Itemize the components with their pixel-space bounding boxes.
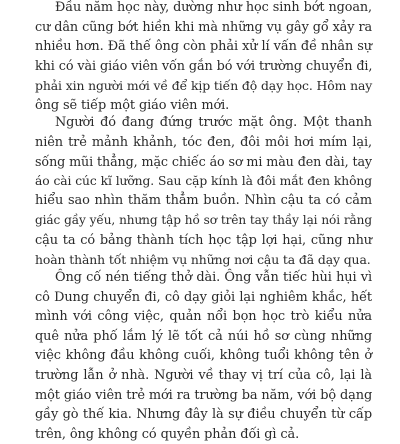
text-line: phải xin người mới về để kịp tiến độ dạy học. Hôm nay [35, 78, 373, 94]
text-line: hoàn thành tốt nhiệm vụ những nơi cậu ta đã dạy qua. [35, 252, 371, 268]
text-line: cư dân cũng bớt hiền khi mà những vụ gây gổ xảy ra [35, 19, 372, 35]
text-line: Đầu năm học này, dường như học sinh bớt ngoan, [55, 0, 372, 15]
text-line: giác gầy yếu, nhưng tập hồ sơ trên tay thầy lại nói rằng [35, 212, 372, 227]
text-line: gầy gò thế kia. Nhưng đây là sự điều chuyển từ cấp [35, 407, 372, 423]
text-line: một giáo viên trẻ mới ra trường ba năm, với bộ dạng [35, 387, 373, 403]
text-line: mình với công việc, quản nổi bọn học trò kiểu nửa [35, 309, 372, 325]
text-line: quê nửa phố lắm lý lẽ tốt cả núi hồ sơ cùng những [35, 328, 372, 344]
text-line: việc không đầu không cuối, không tuổi không tên ở [35, 348, 372, 364]
text-line: sống mũi thẳng, mặc chiếc áo sơ mi màu đen dài, tay [35, 154, 372, 170]
text-line: trường lẫn ở nhà. Người về thay vị trí của cô, lại là [35, 367, 372, 383]
text-line: cô Dung chuyển đi, cô dạy giỏi lại nghiêm khắc, hết [35, 289, 372, 305]
text-line: niên trẻ mảnh khảnh, tóc đen, đôi môi hơi mím lại, [35, 134, 372, 150]
paragraph-3 [35, 268, 373, 442]
text-line: cậu ta có bảng thành tích học tập lợi hại, cũng như [35, 232, 372, 248]
text-line: ông sẽ tiếp một giáo viên mới. [35, 97, 230, 113]
text-line: trên, ông không có quyền phản đối gì cả. [35, 426, 300, 442]
text-line: áo cài cúc kĩ lưỡng. Sau cặp kính là đôi mắt đen không [35, 173, 372, 188]
text-line: khi có vài giáo viên vốn gắn bó với trường chuyển đi, [35, 58, 373, 74]
paragraph-1 [35, 0, 372, 116]
text-line: Người đó đang đứng trước mặt ông. Một thanh [55, 115, 372, 130]
text-line: nhiều hơn. Đã thế ông còn phải xử lí vấn đề nhân sự [35, 39, 372, 55]
paragraph-2 [35, 113, 372, 270]
text-line: hiểu sao nhìn thăm thẳm buồn. Nhìn cậu ta có cảm [35, 193, 372, 209]
text-line: Ông cố nén tiếng thở dài. Ông vẫn tiếc hùi hụi vì [55, 270, 372, 285]
